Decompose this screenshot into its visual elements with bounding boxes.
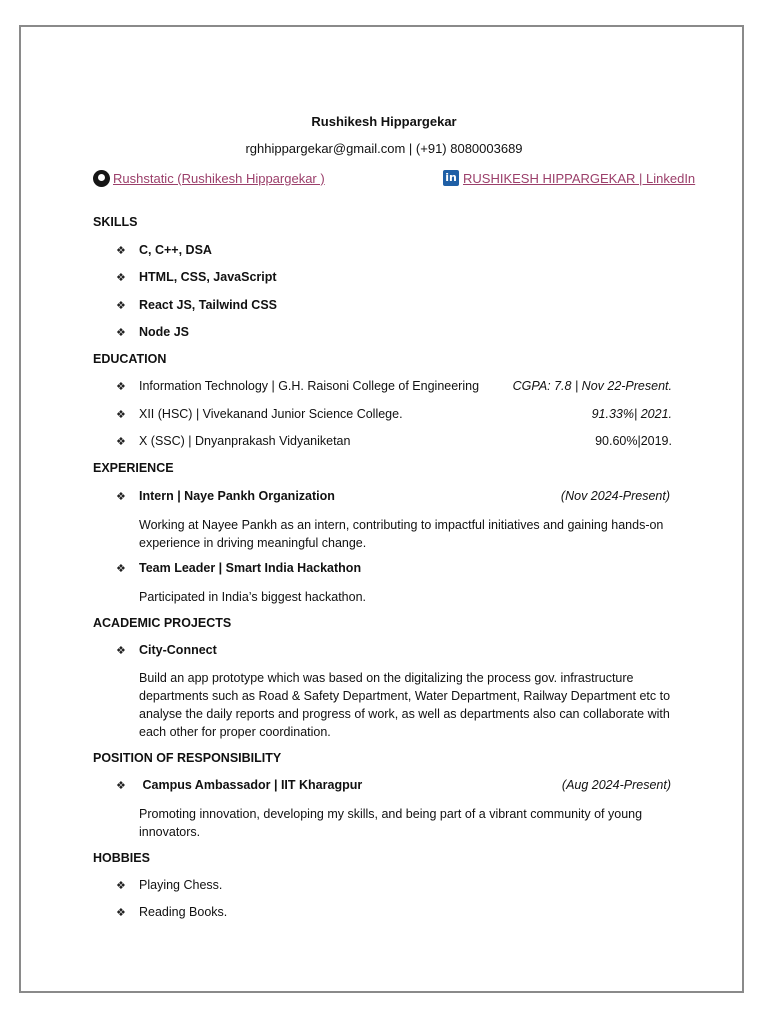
education-item: X (SSC) | Dnyanprakash Vidyaniketan [139, 434, 351, 448]
diamond-bullet-icon: ❖ [116, 272, 126, 284]
responsibility-title: Campus Ambassador | IIT Kharagpur [139, 778, 363, 792]
section-heading-responsibility: POSITION OF RESPONSIBILITY [93, 751, 282, 765]
diamond-bullet-icon: ❖ [116, 491, 126, 503]
skill-item: C, C++, DSA [139, 243, 212, 257]
diamond-bullet-icon: ❖ [116, 409, 126, 421]
section-heading-hobbies: HOBBIES [93, 851, 150, 865]
github-link-text[interactable]: Rushstatic (Rushikesh Hippargekar ) [113, 171, 325, 186]
experience-description: Participated in India’s biggest hackathon. [139, 590, 367, 604]
skill-item: React JS, Tailwind CSS [139, 298, 278, 312]
experience-title: Team Leader | Smart India Hackathon [139, 561, 362, 575]
hobby-item: Playing Chess. [139, 878, 223, 892]
responsibility-date: (Aug 2024-Present) [561, 778, 671, 792]
experience-description: Working at Nayee Pankh as an intern, contributing to impactful initiatives and gaining hands-on experience in driving meaningful change. [139, 518, 664, 550]
education-score: 90.60%|2019. [595, 434, 672, 448]
section-heading-skills: SKILLS [93, 215, 138, 229]
section-heading-experience: EXPERIENCE [93, 461, 174, 475]
github-icon [93, 170, 110, 187]
diamond-bullet-icon: ❖ [116, 245, 126, 257]
diamond-bullet-icon: ❖ [116, 880, 126, 892]
skill-item: Node JS [139, 325, 190, 339]
project-description: Build an app prototype which was based on the digitalizing the process gov. infrastructure departments such as Road & Safety Department, Water Department, Railway Department etc to analyse the daily reports and progress of work, as well as departments also can collaborate with each other for proper coordination. [139, 671, 671, 739]
section-heading-education: EDUCATION [93, 352, 167, 366]
section-heading-projects: ACADEMIC PROJECTS [93, 616, 232, 630]
project-title: City-Connect [139, 643, 217, 657]
github-link[interactable] [93, 170, 325, 187]
education-score: CGPA: 7.8 | Nov 22-Present. [512, 379, 672, 393]
linkedin-link[interactable] [443, 170, 695, 186]
resume-name: Rushikesh Hippargekar [311, 114, 457, 129]
education-item: Information Technology | G.H. Raisoni College of Engineering [139, 379, 480, 393]
experience-title: Intern | Naye Pankh Organization [139, 489, 335, 503]
diamond-bullet-icon: ❖ [116, 381, 126, 393]
education-item: XII (HSC) | Vivekanand Junior Science College. [139, 407, 403, 421]
hobby-item: Reading Books. [139, 905, 228, 919]
diamond-bullet-icon: ❖ [116, 327, 126, 339]
diamond-bullet-icon: ❖ [116, 563, 126, 575]
diamond-bullet-icon: ❖ [116, 780, 126, 792]
diamond-bullet-icon: ❖ [116, 436, 126, 448]
skill-item: HTML, CSS, JavaScript [139, 270, 277, 284]
diamond-bullet-icon: ❖ [116, 645, 126, 657]
responsibility-description: Promoting innovation, developing my skills, and being part of a vibrant community of young innovators. [139, 807, 643, 839]
education-score: 91.33%| 2021. [591, 407, 672, 421]
experience-date: (Nov 2024-Present) [560, 489, 670, 503]
diamond-bullet-icon: ❖ [116, 300, 126, 312]
contact-line: rghhippargekar@gmail.com | (+91) 8080003689 [245, 141, 523, 156]
diamond-bullet-icon: ❖ [116, 907, 126, 919]
linkedin-icon: in [443, 170, 459, 186]
linkedin-link-text[interactable]: RUSHIKESH HIPPARGEKAR | LinkedIn [463, 170, 696, 186]
